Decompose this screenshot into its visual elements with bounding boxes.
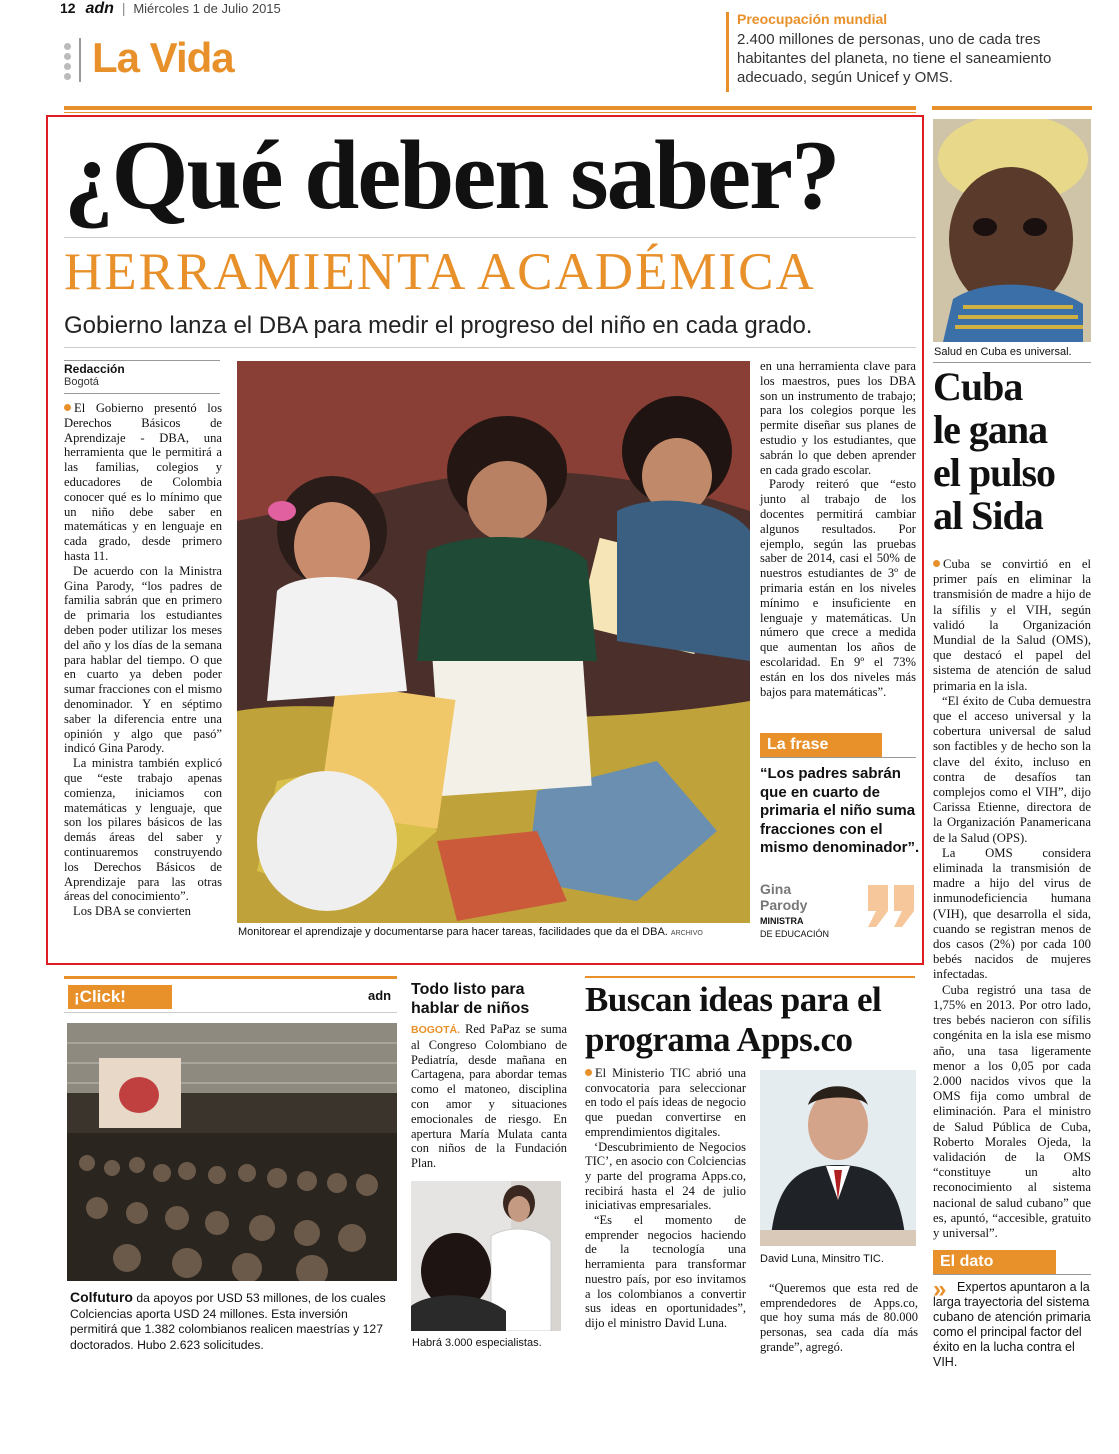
page-header: 12 adn | Miércoles 1 de Julio 2015 — [60, 0, 281, 17]
brand-logo: adn — [85, 0, 114, 17]
quote-marks-icon — [864, 883, 920, 929]
double-chevron-icon: » — [933, 1276, 947, 1303]
cuba-headline-line: Cuba — [933, 364, 1023, 409]
apps-quote: “Queremos que esta red de emprendedores de Apps.co, que hoy suma más de 80.000 personas, sea cada día más grande”, agregó. — [760, 1281, 918, 1354]
main-headline: ¿Qué deben saber? — [64, 121, 839, 230]
cuba-paragraph: “El éxito de Cuba demuestra que el acceso universal y la cobertura universal de salud son factibles y de hecho son la clave del éxito, incluso en contra de desafíos tan complejos como el VIH”, dijo Carissa Etienne, directora de la Organización Panamericana de la Salud (OPS). — [933, 693, 1091, 845]
dato-text: Expertos apuntaron a la larga trayectoria del sistema cubano de atención primaria como el principal factor del éxito en la lucha contra el VIH. — [933, 1280, 1091, 1369]
topnote-title: Preocupación mundial — [737, 11, 888, 27]
apps-photo-caption: David Luna, Minsitro TIC. — [760, 1253, 884, 1265]
quote-tag: La frase — [760, 733, 882, 757]
top-rule-thin — [64, 112, 916, 113]
top-rule-right — [932, 106, 1092, 110]
section-dots-icon — [64, 43, 72, 80]
main-col1-paragraph: El Gobierno presentó los Derechos Básicos de Aprendizaje - DBA, una herramienta que le permitirá a las familias, colegios y educadores de Colombia conocer qué es lo mínimo que un niño debe saber en matemáticas y en lenguaje en cada grado, desde primero hasta 11. — [64, 401, 222, 563]
apps-paragraph: ‘Descubrimiento de Negocios TIC’, en asocio con Colciencias y parte del programa Apps.co, recibirá hasta el 24 de julio iniciativas empresariales. — [585, 1139, 746, 1213]
main-column-2 — [760, 359, 916, 699]
cuba-rule — [933, 362, 1091, 363]
quote-author-first: Gina — [760, 881, 792, 897]
cuba-photo-caption: Salud en Cuba es universal. — [934, 346, 1072, 358]
main-deck: Gobierno lanza el DBA para medir el progreso del niño en cada grado. — [64, 312, 813, 339]
dato-tag: El dato — [933, 1250, 1056, 1274]
cuba-headline-line: el pulso — [933, 450, 1056, 495]
cuba-paragraph: Cuba registró una tasa de 1,75% en 2013. Por otro lado, tres bebés nacieron con sífilis congénita en la isla ese mismo año, una tasa ligeramente menor a los 0,05 por cada 2.000 nacidos vivos que la OMS fija como umbral de eliminación. Para el ministro de Salud Pública de Cuba, Roberto Morales Ojeda, la validación de la OMS “constituye un alto reconocimiento al sistema nacional de salud cubano” que es, apuntó, “accesible, gratuito y universal”. — [933, 982, 1091, 1240]
topnote-text: 2.400 millones de personas, uno de cada tres habitantes del planeta, no tiene el saneamiento adecuado, según Unicef y OMS. — [737, 31, 1052, 86]
section-divider — [79, 38, 81, 82]
bullet-dot-icon — [585, 1069, 592, 1076]
ninos-photo — [411, 1181, 561, 1331]
apps-paragraph: “Es el momento de emprender negocios haciendo de la tecnología una herramienta para transformar nuestro país, por eso invitamos a los colombianos a convertir sus ideas en oportunidades”, dijo el ministro David Luna. — [585, 1213, 746, 1330]
children-photo-illustration — [237, 361, 750, 923]
byline-city: Bogotá — [64, 376, 99, 388]
quote-tag-rule — [760, 757, 916, 758]
ninos-text: Red PaPaz se suma al Congreso Colombiano de Pediatría, desde mañana en Cartagena, para abordar temas como el matoneo, disciplina con amor y situaciones emocionales de riesgo. En apertura María Mulata canta con niños de la Fundación Plan. — [411, 1022, 567, 1171]
click-caption-text: da apoyos por USD 53 millones, de los cuales Colciencias aporta USD 24 millones. Esta inversión permitirá que 1.382 colombianos realicen maestrías y 127 doctorados. Hubo 2.623 solicitudes. — [70, 1291, 386, 1352]
main-kicker: HERRAMIENTA ACADÉMICA — [64, 243, 816, 301]
cuba-photo — [933, 119, 1091, 342]
top-rule — [64, 106, 916, 110]
quote-author-role-2: DE EDUCACIÓN — [760, 929, 830, 939]
section-title: La Vida — [92, 34, 234, 81]
issue-date: Miércoles 1 de Julio 2015 — [133, 1, 281, 16]
apps-paragraph: El Ministerio TIC abrió una convocatoria para seleccionar en todo el país ideas de negocio que puedan convertirse en emprendimientos digitales. — [585, 1066, 746, 1139]
main-column-1 — [64, 401, 222, 919]
main-col1-paragraph: La ministra también explicó que “este trabajo apenas comienza, iniciamos con matemáticas y lenguaje, que son los pilares básicos de las demás áreas del saber y continuaremos construyendo los Derechos Básicos de Aprendizaje para las otras áreas del conocimiento”. — [64, 756, 222, 904]
ninos-headline: Todo listo para hablar de niños — [411, 981, 530, 1017]
headline-rule — [64, 237, 916, 238]
click-photo — [67, 1023, 397, 1281]
cuba-paragraph: La OMS considera eliminada la transmisión de madre a hijo del virus de inmunodeficiencia humana (VIH), que desarrolla el sida, cuando se registran menos de dos casos (2%) por cada 100 bebés nacidos de mujeres infectadas. — [933, 845, 1091, 982]
apps-body — [585, 1066, 746, 1331]
byline-name: Redacción — [64, 362, 125, 376]
click-brand: adn — [368, 988, 392, 1003]
photo-caption-text: Monitorear el aprendizaje y documentarse para hacer tareas, facilidades que da el DBA. — [238, 926, 668, 938]
main-col2-paragraph: Parody reiteró que “esto junto al trabajo de los docentes permitirá cambiar algunos resultados. Por ejemplo, según las pruebas saber de 2014, casi el 50% de nuestros estudiantes de 3º de primaria están en los niveles mínimo e insuficiente en lenguaje y matemáticas. Un número que crece a medida que aumentan los años de escolaridad. En 9º el 73% están en los dos niveles más bajos para matemáticas”. — [760, 477, 916, 699]
click-caption — [70, 1290, 398, 1353]
cuba-headline — [933, 365, 1055, 537]
byline-rule-bottom — [64, 393, 220, 394]
apps-photo — [760, 1070, 916, 1246]
main-col1-paragraph: De acuerdo con la Ministra Gina Parody, “los padres de familia sabrán que en primero de primaria los estudiantes deben poder utilizar los meses del año y los días de la semana para hablar del tiempo. O que en cuarto ya deben poder sumar fracciones con el mismo denominador. Y en séptimo saber la diferencia entre una opinión y algo que pasó” indicó Gina Parody. — [64, 563, 222, 756]
topnote-bar — [726, 12, 729, 92]
main-col1-paragraph: Los DBA se convierten — [73, 904, 191, 919]
page-number: 12 — [60, 0, 76, 16]
apps-headline: Buscan ideas para el programa Apps.co — [585, 980, 882, 1059]
cuba-paragraph: Cuba se convirtió en el primer país en eliminar la transmisión de madre a hijo de la sífilis y el VIH, según validó la Organización Mundial de la Salud (OMS), que destacó el papel del sistema de atención de salud primaria en la isla. — [933, 557, 1091, 693]
bullet-dot-icon — [933, 560, 940, 567]
quote-author-last: Parody — [760, 897, 808, 913]
ninos-body — [411, 1022, 567, 1171]
click-tag: ¡Click! — [68, 985, 172, 1009]
deck-rule — [64, 347, 916, 348]
click-rule — [64, 1012, 397, 1013]
photo-credit: ARCHIVO — [670, 930, 703, 937]
main-photo-caption — [238, 926, 758, 938]
quote-text: “Los padres sabrán que en cuarto de primaria el niño suma fracciones con el mismo denominador”. — [760, 765, 920, 856]
bullet-dot-icon — [64, 404, 71, 411]
ninos-city: BOGOTÁ. — [411, 1024, 460, 1036]
main-col2-paragraph: en una herramienta clave para los maestros, pues los DBA son un instrumento de trabajo; para los colegios porque les permite diseñar sus planes de estudio y los estudiantes, que sabrán lo que deben aprender en cada grado escolar. — [760, 359, 916, 477]
main-photo — [237, 361, 750, 923]
quote-author-role: MINISTRA — [760, 916, 804, 926]
byline-rule — [64, 360, 220, 361]
cuba-body — [933, 557, 1091, 1241]
dato-rule — [933, 1274, 1091, 1275]
click-caption-bold: Colfuturo — [70, 1289, 133, 1305]
apps-top-rule — [585, 976, 915, 978]
click-top-rule — [64, 976, 397, 979]
cuba-headline-line: al Sida — [933, 493, 1043, 538]
ninos-photo-caption: Habrá 3.000 especialistas. — [412, 1337, 542, 1349]
cuba-headline-line: le gana — [933, 407, 1048, 452]
